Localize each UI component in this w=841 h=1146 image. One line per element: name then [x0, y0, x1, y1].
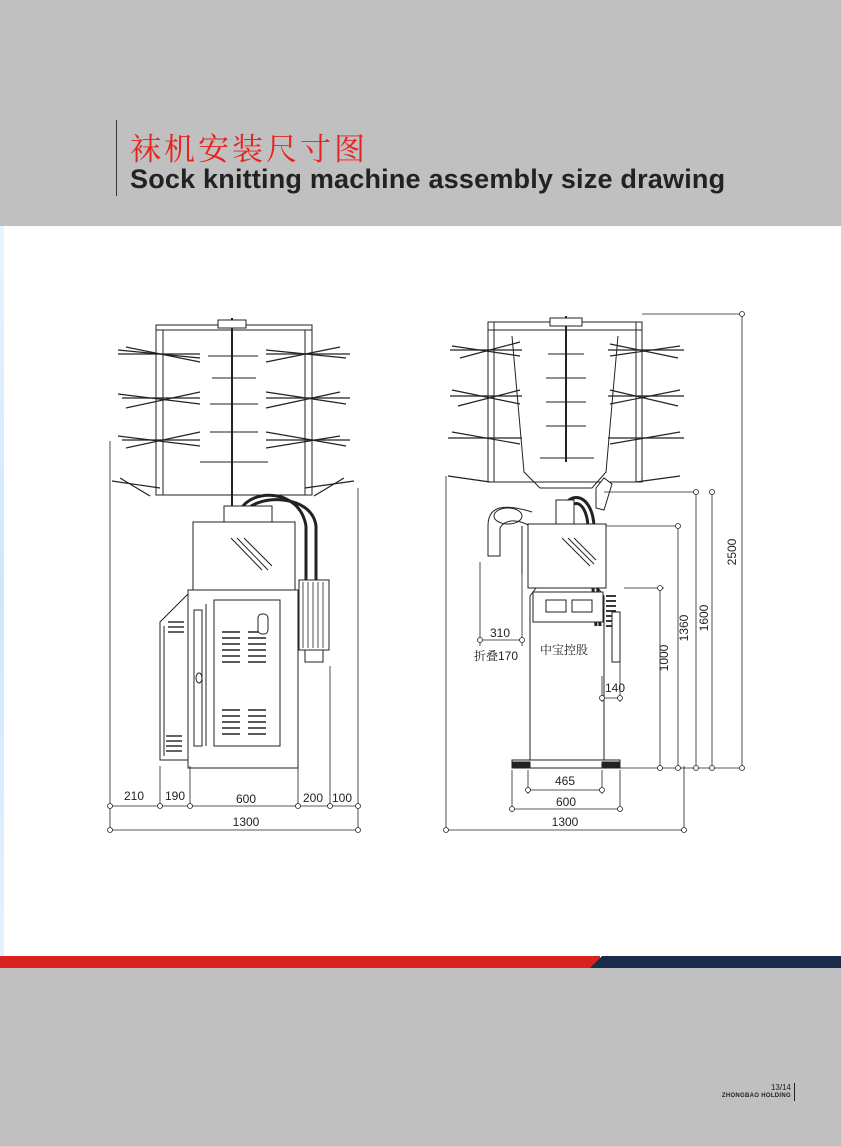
dim-190: 190 [164, 789, 186, 803]
title-divider [116, 120, 117, 196]
dim-140: 140 [605, 681, 626, 695]
page-title-cn: 袜机安装尺寸图 [130, 132, 368, 168]
dim-210: 210 [123, 789, 145, 803]
dim-1000: 1000 [657, 644, 671, 672]
front-view-machine [112, 318, 354, 768]
dim-465: 465 [554, 774, 576, 788]
footer-stripe-navy [590, 956, 841, 968]
dim-600-side: 600 [555, 795, 577, 809]
dim-2500: 2500 [725, 538, 739, 566]
brand-label: 中宝控股 [540, 643, 589, 657]
dim-1300-side: 1300 [551, 815, 579, 829]
page-number: 13/14 [770, 1083, 791, 1092]
dim-100: 100 [331, 791, 353, 805]
footer-stripe-red [0, 956, 600, 968]
assembly-drawing [0, 226, 841, 956]
dim-600: 600 [235, 792, 257, 806]
side-view-machine [448, 316, 684, 768]
dim-1300-front: 1300 [232, 815, 260, 829]
page-title-en: Sock knitting machine assembly size drawing [130, 164, 726, 194]
footer-divider [794, 1083, 795, 1101]
fold-label: 折叠170 [474, 649, 519, 663]
dim-310: 310 [490, 626, 511, 640]
dim-1600: 1600 [697, 604, 711, 632]
dim-200: 200 [302, 791, 324, 805]
footer-brand: ZHONGBAO HOLDING [721, 1093, 791, 1099]
footer-band [0, 968, 841, 1146]
dim-1360: 1360 [677, 614, 691, 642]
